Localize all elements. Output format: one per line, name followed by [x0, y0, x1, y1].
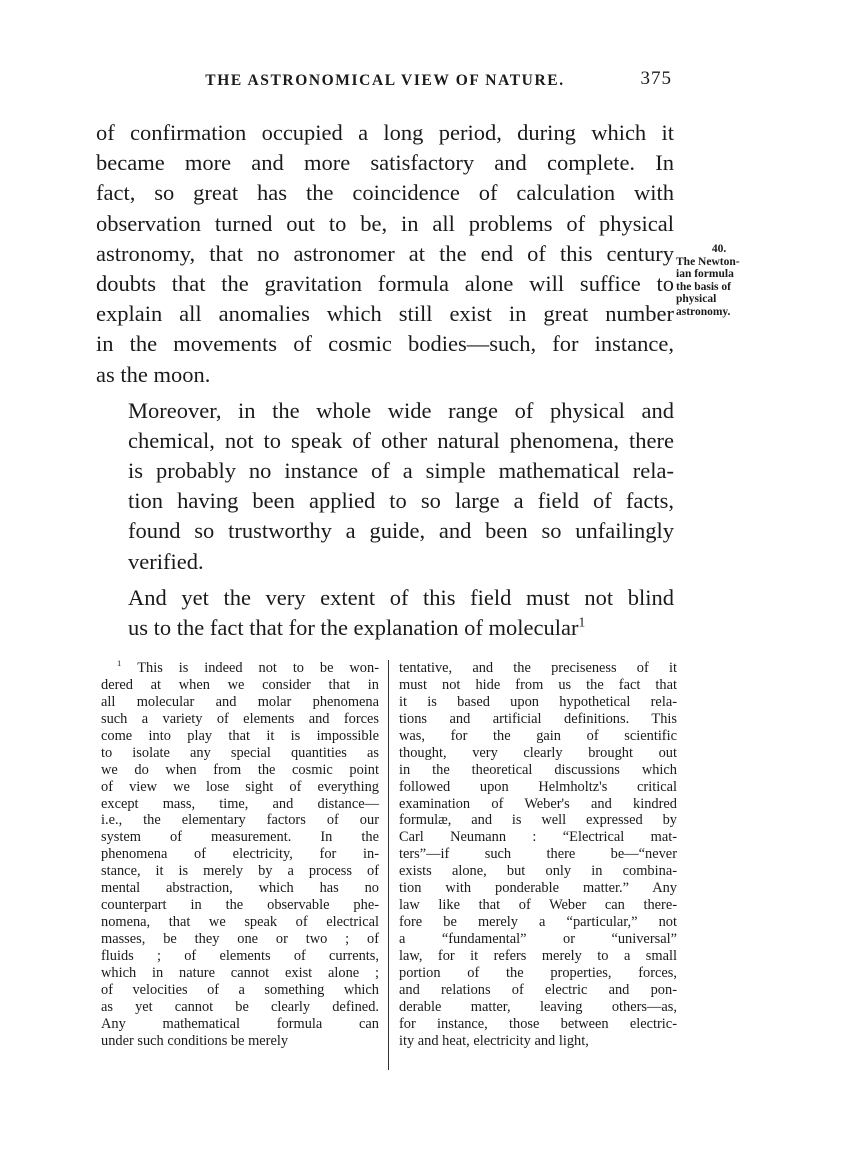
footnote-line: [101, 762, 379, 779]
body-line: [96, 239, 674, 269]
line-text: thought, very clearly brought out: [399, 744, 677, 761]
running-head: THE ASTRONOMICAL VIEW OF NATURE.: [205, 72, 565, 89]
line-text: as yet cannot be clearly defined.: [101, 998, 379, 1015]
footnote-line: [399, 711, 677, 728]
footnote-column-right: [399, 660, 677, 1050]
footnote-line: [101, 745, 379, 762]
footnote-line: [101, 1033, 379, 1050]
line-text: followed upon Helmholtz's critical: [399, 778, 677, 795]
footnote-line: [101, 948, 379, 965]
line-text: masses, be they one or two ; of: [101, 931, 379, 947]
margin-note-number: 40.: [711, 243, 727, 255]
margin-note-line: The Newton-: [676, 255, 740, 268]
page-header: [96, 68, 674, 98]
line-text: system of measurement. In the: [101, 829, 379, 846]
line-text: in the movements of cosmic bodies—such, for instance,: [96, 331, 674, 357]
footnote-line: [101, 812, 379, 829]
line-text: of view we lose sight of everything: [101, 778, 379, 795]
line-text: i.e., the elementary factors of our: [101, 812, 379, 829]
line-text: Moreover, in the whole wide range of physical and: [128, 397, 674, 423]
body-line: [96, 299, 674, 329]
body-line: [96, 329, 674, 359]
line-text: derable matter, leaving others—as,: [399, 998, 677, 1015]
footnote-line: [399, 931, 677, 948]
line-text: was, for the gain of scientific: [399, 727, 677, 744]
line-text: to isolate any special quantities as: [101, 744, 379, 761]
footnote-line: [101, 965, 379, 982]
footnote-line: [101, 829, 379, 846]
line-text: astronomy, that no astronomer at the end of this century: [96, 240, 674, 266]
line-text: stance, it is merely by a process of: [101, 863, 379, 880]
line-text: law like that of Weber can there-: [399, 897, 677, 914]
body-line: [96, 118, 674, 148]
body-line: [96, 360, 674, 390]
body-line: [96, 148, 674, 178]
footnote-line: [399, 982, 677, 999]
line-text: and relations of electric and pon-: [399, 981, 677, 998]
line-text: ters”—if such there be—“never: [399, 846, 677, 863]
footnote-line: [101, 982, 379, 999]
footnote-line: [101, 931, 379, 948]
margin-note-line: the basis of: [676, 280, 731, 293]
line-text: as the moon.: [96, 361, 211, 387]
footnote-line: [399, 863, 677, 880]
line-text: us to the fact that for the explanation of molecular: [128, 615, 579, 640]
line-text: counterpart in the observable phe-: [101, 897, 379, 914]
footnote-line: [101, 1016, 379, 1033]
footnote-line: [101, 999, 379, 1016]
line-text: mental abstraction, which has no: [101, 880, 379, 897]
footnote-line: [101, 897, 379, 914]
footnote-column-left: [101, 660, 379, 1050]
footnote-line: [399, 948, 677, 965]
footnote-line: [399, 762, 677, 779]
footnote-line: [399, 677, 677, 694]
line-text: come into play that it is impossible: [101, 727, 379, 744]
line-text: ity and heat, electricity and light,: [399, 1032, 589, 1049]
line-text: found so trustworthy a guide, and been so unfailingly: [128, 518, 674, 544]
footnote-line: [399, 829, 677, 846]
line-text: fore be merely a “particular,” not: [399, 914, 677, 931]
line-text: portion of the properties, forces,: [399, 964, 677, 981]
line-text: Carl Neumann : “Electrical mat-: [399, 829, 677, 846]
footnote-line: [399, 796, 677, 813]
body-line: [96, 209, 674, 239]
column-divider: [388, 660, 389, 1070]
paragraph-1: [96, 118, 674, 390]
line-text: doubts that the gravitation formula alone will suffice to: [96, 270, 674, 296]
line-text: observation turned out to be, in all problems of physical: [96, 210, 674, 236]
line-text: dered at when we consider that in: [101, 676, 379, 693]
paragraph-2: [96, 396, 674, 577]
margin-note-line: physical: [676, 293, 717, 306]
line-text: nomena, that we speak of electrical: [101, 914, 379, 931]
line-text: explain all anomalies which still exist in great number: [96, 301, 674, 327]
line-text: all molecular and molar phenomena: [101, 693, 379, 710]
line-text: fact, so great has the coincidence of calculation with: [96, 180, 674, 206]
line-text: tentative, and the preciseness of it: [399, 660, 677, 676]
footnote-line: [399, 779, 677, 796]
footnote-line: [399, 660, 677, 677]
line-text: which in nature cannot exist alone ;: [101, 964, 379, 981]
margin-note: [676, 243, 762, 319]
line-text: tion having been applied to so large a field of facts,: [128, 488, 674, 514]
body-line: [96, 486, 674, 516]
line-text: This is indeed not to be won-: [137, 660, 379, 676]
line-text: law, for it refers merely to a small: [399, 947, 677, 964]
footnote-line: [399, 965, 677, 982]
line-text: is probably no instance of a simple mathematical rela-: [128, 458, 674, 484]
line-text: exists alone, but only in combina-: [399, 863, 677, 880]
body-line: [96, 613, 674, 643]
footnote-line: [399, 1033, 677, 1050]
line-text: examination of Weber's and kindred: [399, 795, 677, 812]
line-text: became more and more satisfactory and complete. In: [96, 150, 674, 176]
line-text: except mass, time, and distance—: [101, 795, 379, 812]
footnote-line: [101, 914, 379, 931]
footnote-line: [399, 812, 677, 829]
footnote-marker: 1: [117, 658, 122, 669]
footnote-line: [101, 796, 379, 813]
line-text: we do when from the cosmic point: [101, 761, 379, 778]
line-text: phenomena of electricity, for in-: [101, 846, 379, 863]
footnote-line: [399, 1016, 677, 1033]
line-text: in the theoretical discussions which: [399, 761, 677, 778]
body-line: [96, 456, 674, 486]
footnote-line: [101, 728, 379, 745]
footnote-line: [101, 863, 379, 880]
body-line: [96, 583, 674, 613]
footnote-line: [399, 999, 677, 1016]
line-text: And yet the very extent of this field must not blind: [128, 584, 674, 610]
footnote-line: [399, 914, 677, 931]
body-line: [96, 516, 674, 546]
main-text: [96, 118, 674, 649]
line-text: it is based upon hypothetical rela-: [399, 693, 677, 710]
footnote-line: [101, 711, 379, 728]
footnote-line: [101, 660, 379, 677]
footnote-line: [399, 728, 677, 745]
margin-note-line: ian formula: [676, 268, 734, 281]
footnote-line: [101, 846, 379, 863]
body-line: [96, 396, 674, 426]
line-text: chemical, not to speak of other natural phenomena, there: [128, 427, 674, 453]
footnote-line: [399, 880, 677, 897]
footnote-line: [101, 694, 379, 711]
line-text: of confirmation occupied a long period, during which it: [96, 120, 674, 145]
footnote-line: [399, 846, 677, 863]
line-text: formulæ, and is well expressed by: [399, 812, 677, 829]
line-text: tion with ponderable matter.” Any: [399, 880, 677, 897]
line-text: verified.: [128, 548, 204, 574]
footnote-line: [399, 745, 677, 762]
footnote-line: [101, 779, 379, 796]
margin-note-line: astronomy.: [676, 305, 731, 318]
page-number: 375: [640, 68, 672, 89]
footnote-line: [399, 694, 677, 711]
body-line: [96, 178, 674, 208]
body-line: [96, 426, 674, 456]
line-text: of velocities of a something which: [101, 981, 379, 998]
line-text: must not hide from us the fact that: [399, 676, 677, 693]
line-text: for instance, those between electric-: [399, 1015, 677, 1032]
footnote-line: [101, 677, 379, 694]
footnote-line: [399, 897, 677, 914]
body-line: [96, 269, 674, 299]
line-text: such a variety of elements and forces: [101, 710, 379, 727]
line-text: fluids ; of elements of currents,: [101, 947, 379, 964]
footnote-line: [101, 880, 379, 897]
paragraph-3: [96, 583, 674, 643]
line-text: under such conditions be merely: [101, 1032, 289, 1049]
line-text: Any mathematical formula can: [101, 1015, 379, 1032]
line-text: a “fundamental” or “universal”: [399, 931, 677, 947]
body-line: [96, 547, 674, 577]
footnote-reference: 1: [578, 614, 586, 630]
line-text: tions and artificial definitions. This: [399, 710, 677, 727]
